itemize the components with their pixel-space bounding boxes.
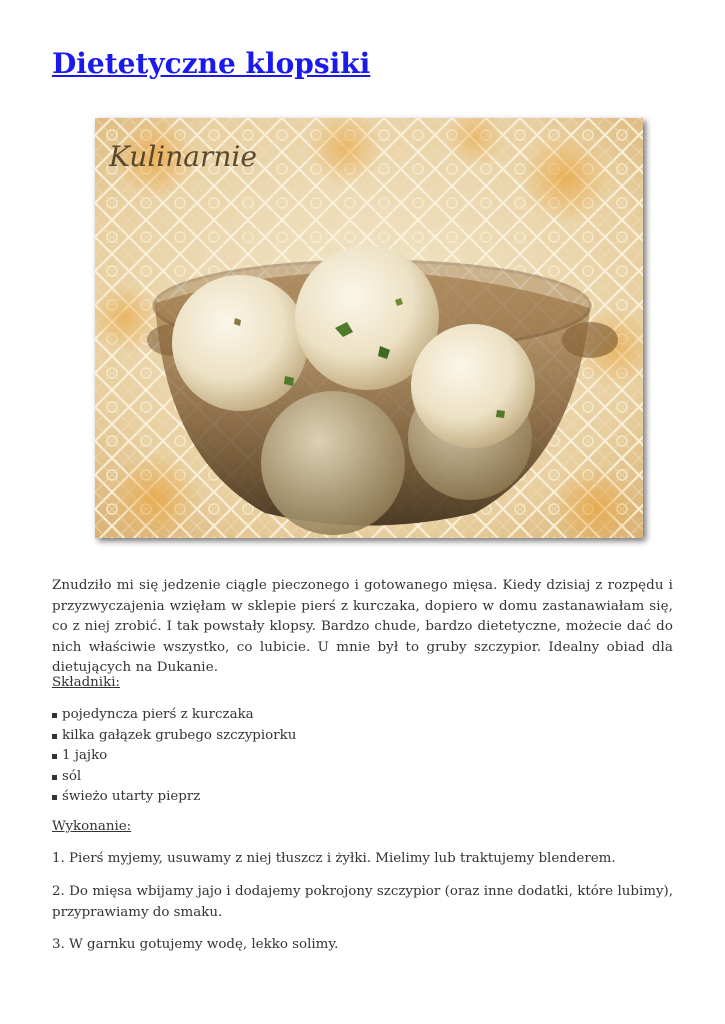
method-label: Wykonanie: bbox=[52, 819, 132, 834]
list-item: sól bbox=[52, 767, 673, 788]
ingredients-list bbox=[52, 705, 673, 808]
step-3: 3. W garnku gotujemy wodę, lekko solimy. bbox=[52, 937, 339, 952]
list-item: 1 jajko bbox=[52, 746, 673, 767]
article-title bbox=[52, 46, 370, 82]
list-item: kilka gałązek grubego szczypiorku bbox=[52, 726, 673, 747]
article-title-link[interactable]: Dietetyczne klopsiki bbox=[52, 47, 371, 80]
ingredients-label: Składniki: bbox=[52, 675, 120, 690]
step-1: 1. Pierś myjemy, usuwamy z niej tłuszcz i żyłki. Mielimy lub traktujemy blenderem. bbox=[52, 851, 616, 866]
step-2: 2. Do mięsa wbijamy jajo i dodajemy pokrojony szczypior (oraz inne dodatki, które lubimy), przyprawiamy do smaku. bbox=[52, 884, 673, 920]
intro-paragraph: Znudziło mi się jedzenie ciągle pieczonego i gotowanego mięsa. Kiedy dzisiaj z rozpędu i przyzwyczajenia wzięłam w sklepie pierś z kurczaka, dopiero w domu zastanawiałam się, co z niej zrobić. I tak powstały klopsy. Bardzo chude, bardzo dietetyczne, możecie dać do nich właściwie wszystko, co lubicie. U mnie był to gruby szczypior. Idealny obiad dla dietujących na Dukanie. bbox=[52, 578, 673, 675]
photo-watermark: Kulinarnie bbox=[109, 140, 257, 173]
meatballs-photo-illustration bbox=[95, 118, 643, 538]
list-item: pojedyncza pierś z kurczaka bbox=[52, 705, 673, 726]
meatballs-photo bbox=[95, 118, 643, 538]
list-item: świeżo utarty pieprz bbox=[52, 787, 673, 808]
